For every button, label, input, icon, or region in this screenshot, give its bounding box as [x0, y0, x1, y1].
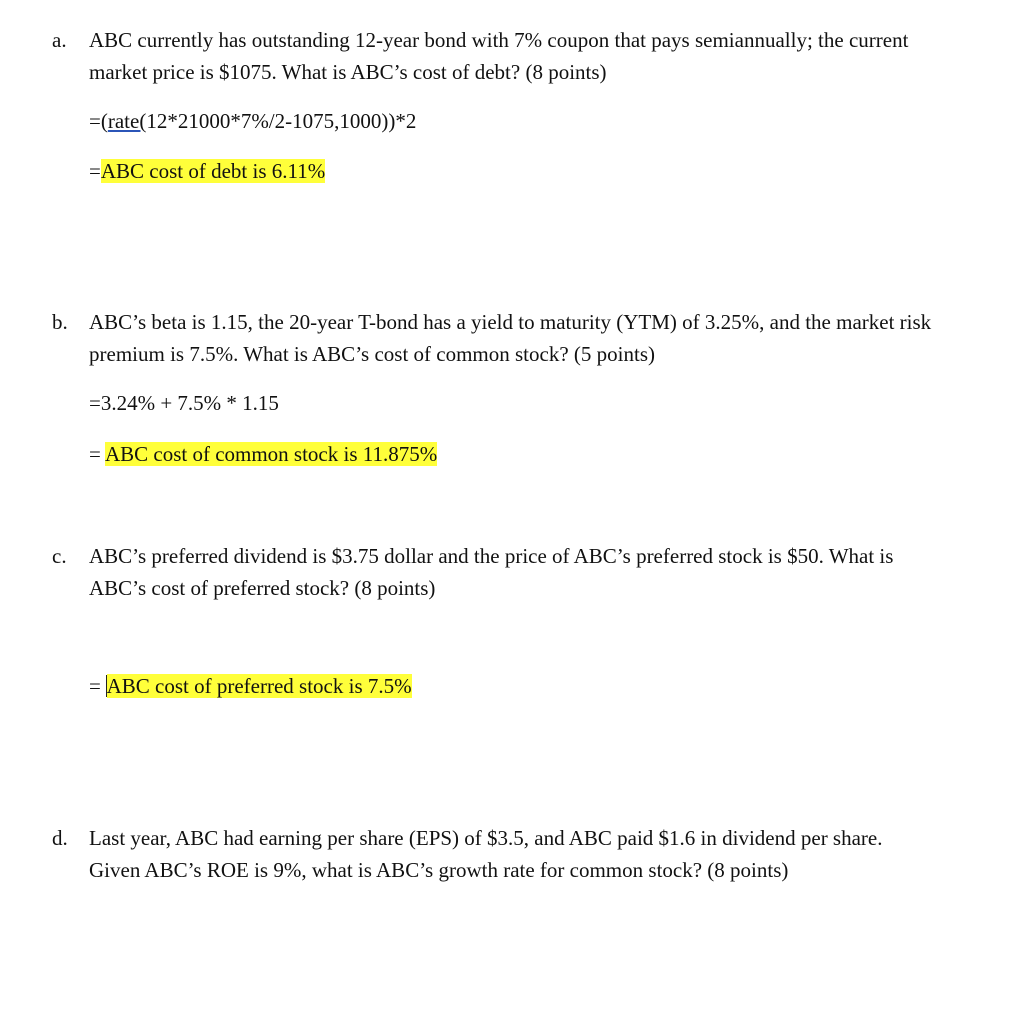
question-c-answer-line[interactable] [89, 671, 412, 701]
question-b-answer-line[interactable] [89, 439, 437, 469]
question-b-label: b. [52, 310, 68, 334]
formula-prefix: =( [89, 109, 108, 133]
question-c-label: c. [52, 544, 67, 568]
question-b-text: ABC’s beta is 1.15, the 20-year T-bond has a yield to maturity (YTM) of 3.25%, and the market risk premium is 7.5%. What is ABC’s cost of common stock? (5 points) [89, 310, 932, 366]
question-b-answer: ABC cost of common stock is 11.875% [104, 442, 438, 466]
question-c-text: ABC’s preferred dividend is $3.75 dollar and the price of ABC’s preferred stock is $50. What is ABC’s cost of preferred stock? (8 points) [89, 544, 894, 600]
question-a-answer-line[interactable] [89, 156, 325, 186]
answer-prefix: = [89, 442, 105, 466]
question-b-formula[interactable]: =3.24% + 7.5% * 1.15 [89, 391, 279, 415]
question-d-label: d. [52, 826, 68, 850]
question-c-answer: ABC cost of preferred stock is 7.5% [106, 674, 412, 698]
question-a-formula[interactable] [89, 106, 416, 136]
question-a-answer: ABC cost of debt is 6.11% [100, 159, 326, 183]
question-a-label: a. [52, 28, 67, 52]
answer-prefix: = [89, 674, 107, 698]
question-d-text: Last year, ABC had earning per share (EPS) of $3.5, and ABC paid $1.6 in dividend per share. Given ABC’s ROE is 9%, what is ABC’s growth rate for common stock? (8 points) [89, 826, 883, 882]
formula-rest: 12*21000*7%/2-1075,1000))*2 [146, 109, 417, 133]
question-a-text: ABC currently has outstanding 12-year bond with 7% coupon that pays semiannually; the current market price is $1075. What is ABC’s cost of debt? (8 points) [89, 28, 909, 84]
answer-prefix: = [89, 159, 101, 183]
formula-function: rate( [107, 109, 147, 133]
